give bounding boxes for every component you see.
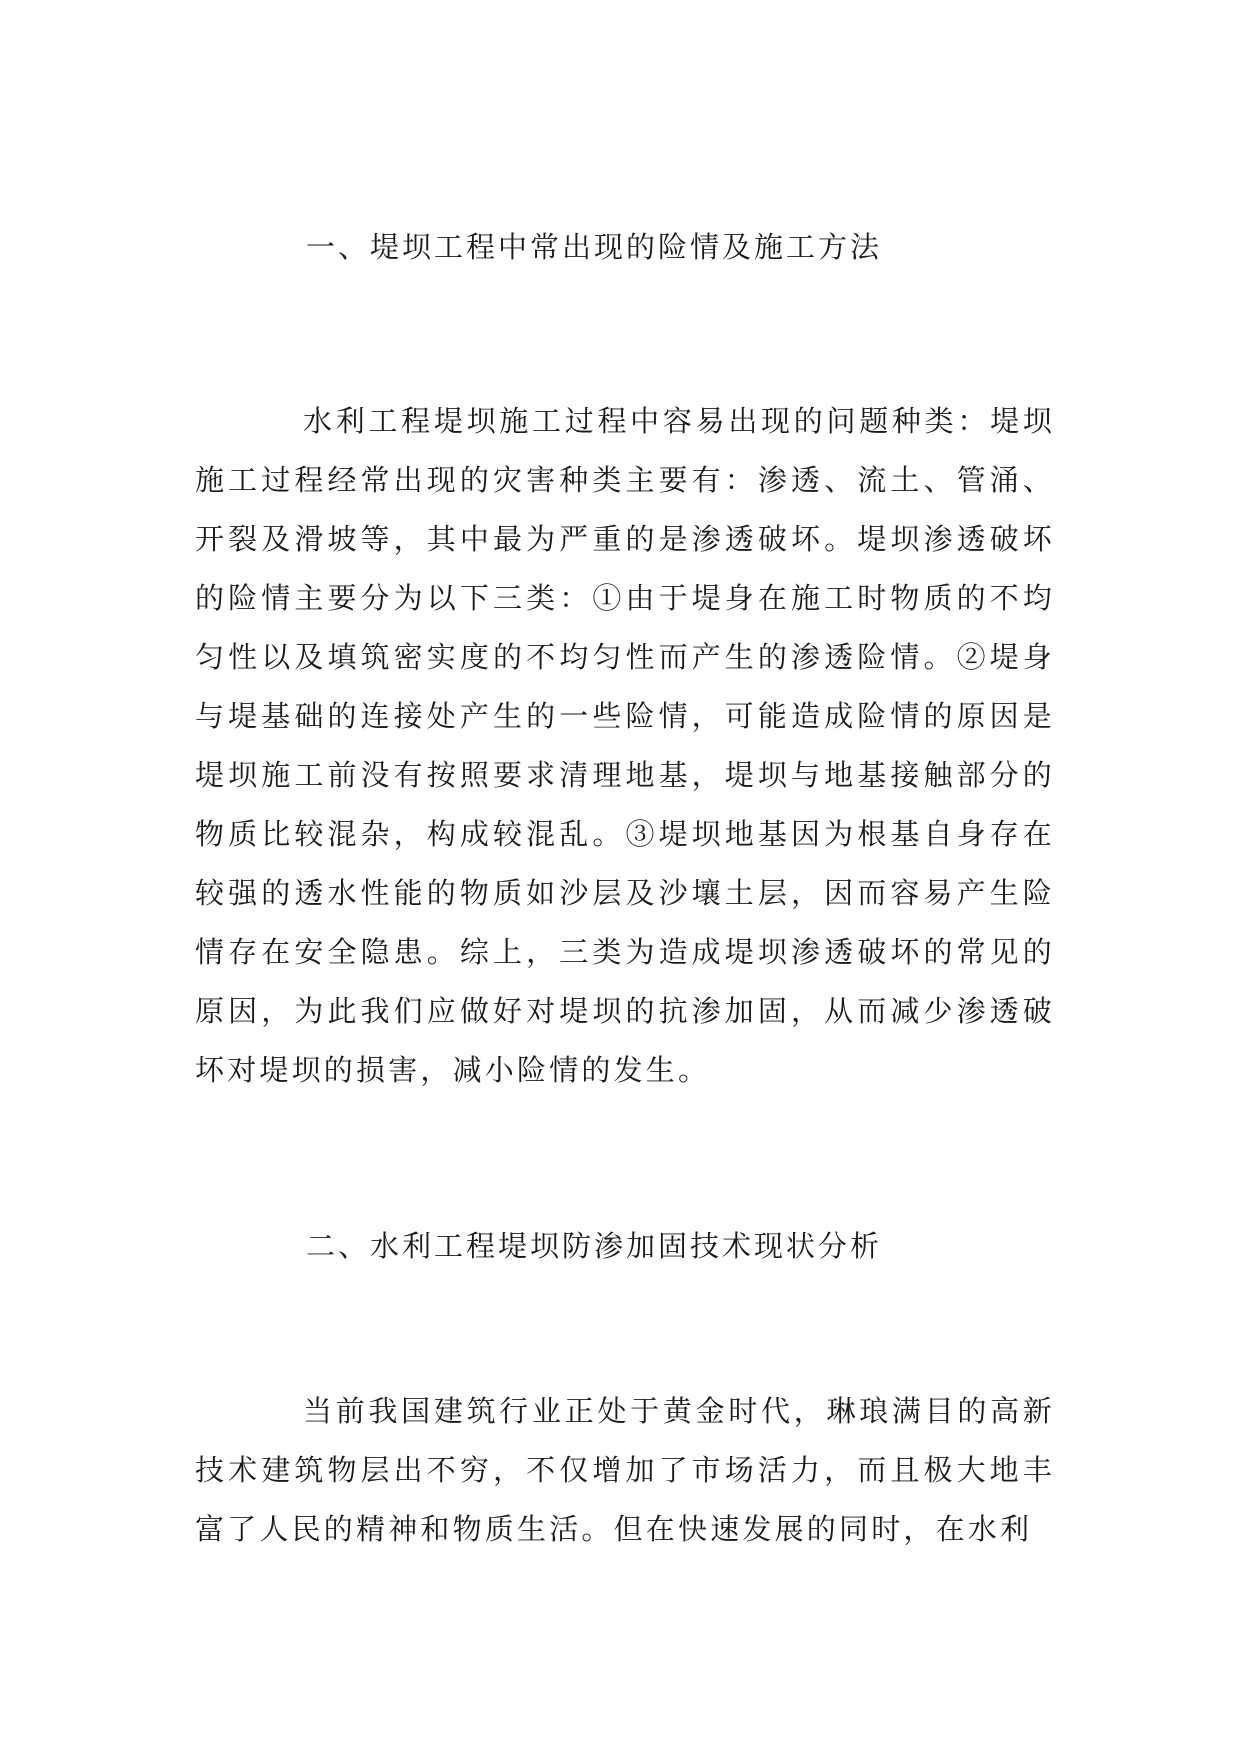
section-heading-1: 一、堤坝工程中常出现的险情及施工方法 <box>306 230 883 264</box>
section-heading-2: 二、水利工程堤坝防渗加固技术现状分析 <box>306 1229 883 1263</box>
section-paragraph-2: 当前我国建筑行业正处于黄金时代，琳琅满目的高新技术建筑物层出不穷，不仅增加了市场活力，而且极大地丰富了人民的精神和物质生活。但在快速发展的同时，在水利 <box>195 1394 1055 1546</box>
section-paragraph-1: 水利工程堤坝施工过程中容易出现的问题种类：堤坝施工过程经常出现的灾害种类主要有：渗透、流土、管涌、开裂及滑坡等，其中最为严重的是渗透破坏。堤坝渗透破坏的险情主要分为以下三类：①由于堤身在施工时物质的不均匀性以及填筑密实度的不均匀性而产生的渗透险情。②堤身与堤基础的连接处产生的一些险情，可能造成险情的原因是堤坝施工前没有按照要求清理地基，堤坝与地基接触部分的物质比较混杂，构成较混乱。③堤坝地基因为根基自身存在较强的透水性能的物质如沙层及沙壤土层，因而容易产生险情存在安全隐患。综上，三类为造成堤坝渗透破坏的常见的原因，为此我们应做好对堤坝的抗渗加固，从而减少渗透破坏对堤坝的损害，减小险情的发生。 <box>195 404 1055 1087</box>
